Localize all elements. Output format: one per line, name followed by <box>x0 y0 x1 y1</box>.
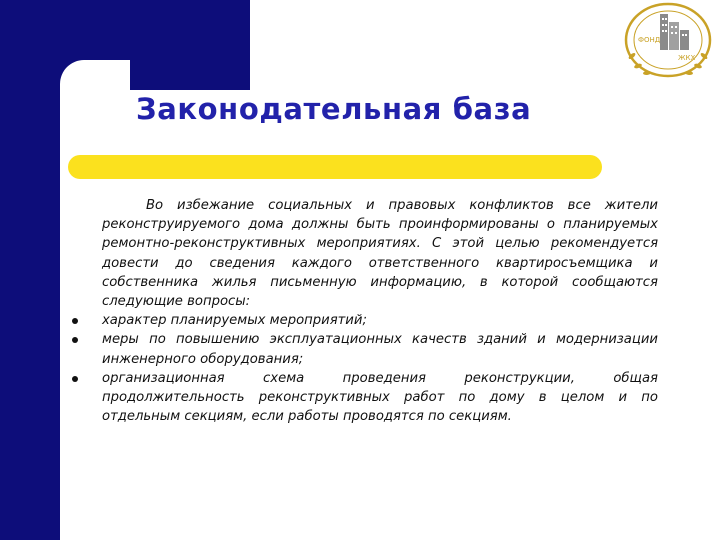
list-item <box>102 369 658 427</box>
bullet-list <box>102 311 658 426</box>
logo-text-right: ЖКХ <box>678 54 696 62</box>
list-item-text: меры по повышению эксплуатационных качеств зданий и модернизации инженерного оборудования; <box>102 332 658 367</box>
slide-body <box>102 196 658 426</box>
bullet-dot-icon <box>72 318 78 324</box>
list-item-text: организационная схема проведения реконструкции, общая продолжительность реконструктивных работ по дому в целом и по отдельным секциям, если работы проводятся по секциям. <box>102 370 658 425</box>
intro-paragraph: Во избежание социальных и правовых конфликтов все жители реконструируемого дома должны быть проинформированы о планируемых ремонтно-реконструктивных мероприятиях. С этой целью рекомендуется довести до сведения каждого ответственного квартиросъемщика и собственника жилья письменную информацию, в которой сообщаются следующие вопросы: <box>102 198 658 310</box>
list-item <box>102 311 658 330</box>
slide-title: Законодательная база <box>136 92 532 126</box>
bullet-dot-icon <box>72 337 78 343</box>
logo-text-left: ФОНД <box>638 36 661 44</box>
content-corner <box>60 60 130 130</box>
list-item-text: характер планируемых мероприятий; <box>102 313 367 329</box>
bullet-dot-icon <box>72 376 78 382</box>
left-sidebar-band <box>0 0 60 540</box>
title-underline-bar <box>68 155 602 179</box>
fund-zhkh-seal-icon <box>620 0 716 84</box>
list-item <box>102 330 658 368</box>
